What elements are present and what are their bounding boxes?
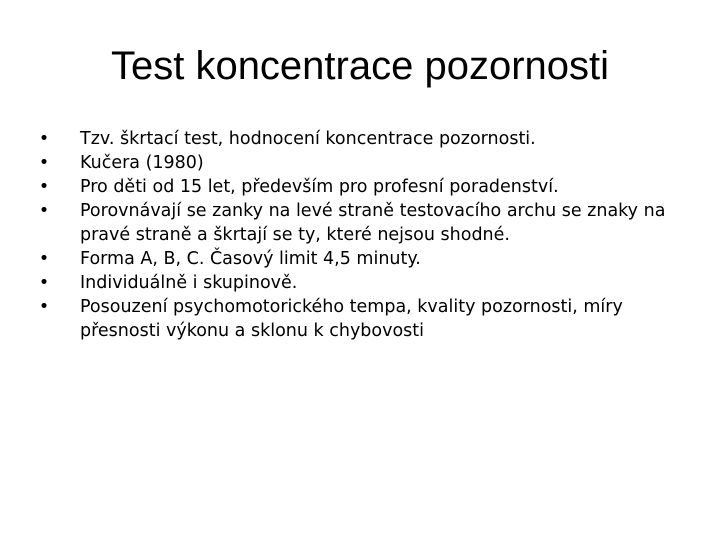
bullet-text: Tzv. škrtací test, hodnocení koncentrace pozornosti. [80, 129, 536, 149]
bullet-text: Posouzení psychomotorického tempa, kvality pozornosti, míry přesnosti výkonu a sklonu k chybovosti [80, 297, 623, 341]
bullet-icon: • [38, 273, 50, 293]
list-item [36, 199, 700, 247]
bullet-text: Kučera (1980) [80, 153, 204, 173]
bullet-icon: • [38, 153, 50, 173]
slide-title: Test koncentrace pozornosti [110, 44, 610, 88]
bullet-icon: • [38, 201, 50, 221]
list-item [36, 295, 700, 343]
bullet-icon: • [38, 249, 50, 269]
bullet-icon: • [38, 129, 50, 149]
bullet-text: Porovnávají se zanky na levé straně testovacího archu se znaky na pravé straně a škrtají se ty, které nejsou shodné. [80, 201, 666, 245]
list-item [36, 175, 700, 199]
bullet-list [36, 127, 700, 343]
list-item [36, 271, 700, 295]
list-item [36, 151, 700, 175]
bullet-text: Pro děti od 15 let, především pro profesní poradenství. [80, 177, 559, 197]
list-item [36, 127, 700, 151]
bullet-text: Forma A, B, C. Časový limit 4,5 minuty. [80, 249, 421, 269]
bullet-icon: • [38, 297, 50, 317]
list-item [36, 247, 700, 271]
bullet-icon: • [38, 177, 50, 197]
bullet-text: Individuálně i skupinově. [80, 273, 298, 293]
